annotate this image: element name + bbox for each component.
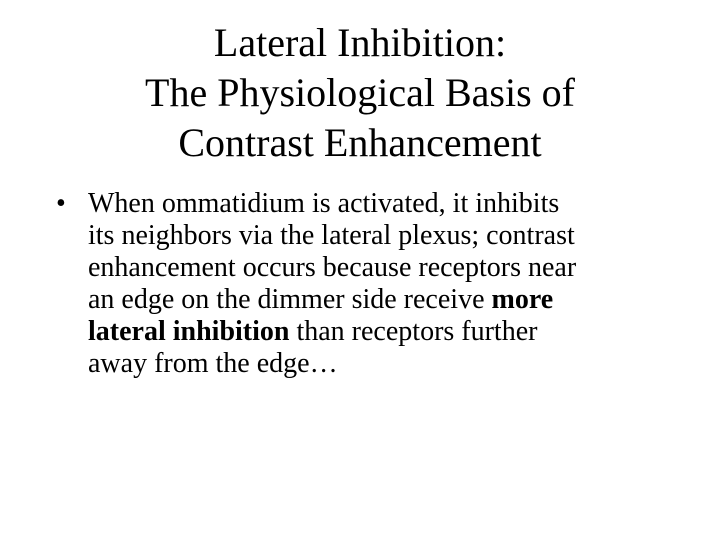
bullet-line-6: away from the edge…	[88, 348, 338, 379]
title-line-2: The Physiological Basis of	[145, 70, 575, 115]
title-line-3: Contrast Enhancement	[178, 120, 542, 165]
bullet-line-2: its neighbors via the lateral plexus; contrast	[88, 220, 575, 251]
slide-title	[40, 18, 680, 168]
emphasis-more: more	[491, 284, 554, 315]
emphasis-lateral-inhibition: lateral inhibition	[88, 316, 290, 347]
slide-body	[56, 188, 676, 380]
bullet-line-5-text: than receptors further	[289, 316, 538, 347]
bullet-line-5	[88, 316, 676, 348]
bullet-item	[56, 188, 676, 380]
title-line-1: Lateral Inhibition:	[213, 20, 507, 65]
bullet-marker-icon: •	[56, 188, 66, 219]
bullet-line-4	[88, 284, 676, 316]
bullet-line-1: When ommatidium is activated, it inhibits	[88, 188, 560, 219]
bullet-line-3: enhancement occurs because receptors near	[88, 252, 577, 283]
bullet-line-4-text: an edge on the dimmer side receive	[88, 284, 492, 315]
